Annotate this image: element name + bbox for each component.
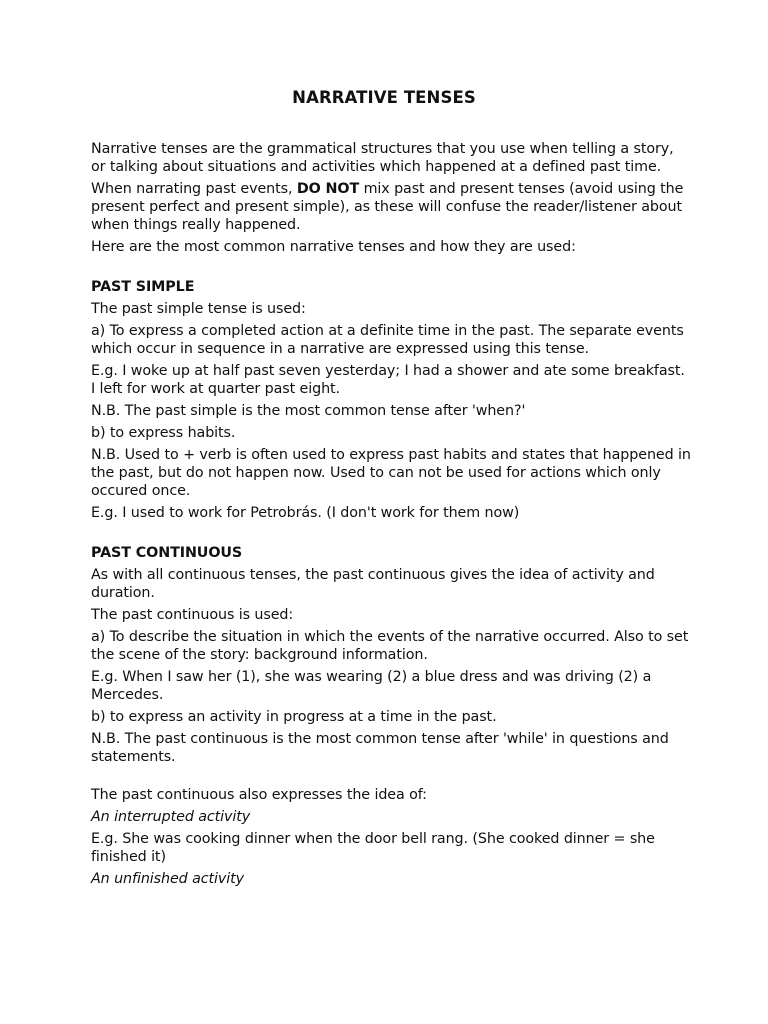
- past-simple-example-1: E.g. I woke up at half past seven yesterday; I had a shower and ate some breakfast. I left for work at quarter past eight.: [91, 363, 685, 397]
- past-continuous-paragraph-1: As with all continuous tenses, the past continuous gives the idea of activity and duration.: [91, 567, 655, 601]
- intro-paragraph-2: [91, 180, 691, 234]
- past-continuous-note-1: N.B. The past continuous is the most common tense after 'while' in questions and statements.: [91, 731, 669, 765]
- past-simple-note-2: N.B. Used to + verb is often used to express past habits and states that happened in the past, but do not happen now. Used to can not be used for actions which only occured once.: [91, 447, 691, 499]
- past-simple-example-2: E.g. I used to work for Petrobrás. (I don't work for them now): [91, 505, 520, 521]
- past-simple-paragraph-3: b) to express habits.: [91, 425, 236, 441]
- past-continuous-paragraph-3: a) To describe the situation in which the events of the narrative occurred. Also to set the scene of the story: background information.: [91, 629, 689, 663]
- intro-paragraph-2-end: mix past and present tenses (avoid using the present perfect and present simple), as these will confuse the reader/listener about when things really happened.: [91, 181, 684, 233]
- past-continuous-paragraph-2: The past continuous is used:: [91, 607, 294, 623]
- intro-paragraph-3: Here are the most common narrative tenses and how they are used:: [91, 239, 576, 255]
- interrupted-activity-text: An interrupted activity: [91, 809, 251, 825]
- past-continuous-example-2: E.g. She was cooking dinner when the door bell rang. (She cooked dinner = she finished it): [91, 831, 655, 865]
- past-simple-note-1: N.B. The past simple is the most common tense after 'when?': [91, 403, 526, 419]
- do-not-emphasis: DO NOT: [296, 181, 360, 197]
- past-continuous-paragraph-4: b) to express an activity in progress at a time in the past.: [91, 709, 497, 725]
- intro-paragraph-1: Narrative tenses are the grammatical structures that you use when telling a story, or talking about situations and activities which happened at a defined past time.: [91, 141, 674, 175]
- section-heading-past-simple: PAST SIMPLE: [91, 279, 195, 295]
- unfinished-activity-text: An unfinished activity: [91, 871, 244, 887]
- document-body: [91, 140, 691, 892]
- past-continuous-example-1: E.g. When I saw her (1), she was wearing (2) a blue dress and was driving (2) a Mercedes.: [91, 669, 652, 703]
- interrupted-activity-label: [91, 808, 691, 826]
- document-title: NARRATIVE TENSES: [292, 88, 476, 107]
- past-simple-paragraph-1: The past simple tense is used:: [91, 301, 306, 317]
- section-heading-past-continuous: PAST CONTINUOUS: [91, 545, 243, 561]
- past-simple-paragraph-2: a) To express a completed action at a definite time in the past. The separate events which occur in sequence in a narrative are expressed using this tense.: [91, 323, 684, 357]
- intro-paragraph-2-start: When narrating past events,: [91, 181, 297, 197]
- past-continuous-paragraph-5: The past continuous also expresses the idea of:: [91, 787, 427, 803]
- unfinished-activity-label: [91, 870, 691, 888]
